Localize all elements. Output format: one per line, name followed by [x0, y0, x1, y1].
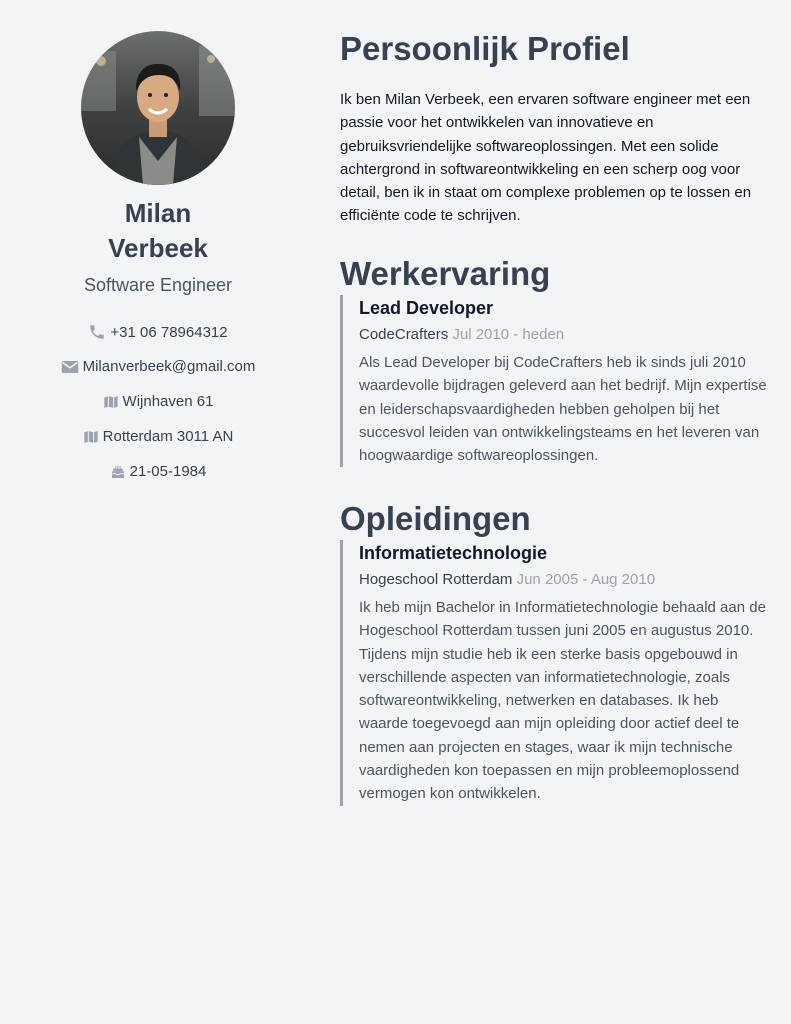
phone-icon	[88, 323, 106, 341]
entry-subtitle	[359, 323, 768, 347]
contact-birthdate	[0, 463, 316, 480]
contact-street	[0, 393, 316, 410]
birthdate-text: 21-05-1984	[129, 463, 207, 480]
entry-description: Ik heb mijn Bachelor in Informatietechnologie behaald aan de Hogeschool Rotterdam tussen juni 2005 en augustus 2010. Tijdens mijn studie heb ik een sterke basis opgebouwd in verschillende aspecten van informatietechnologie, zoals softwareontwikkeling, netwerken en databases. Ik heb waarde toegevoegd aan mijn opleiding door actief deel te nemen aan projecten en stages, waar ik mijn technische vaardigheden kon toepassen en mijn probleemoplossend vermogen kon ontwikkelen.	[359, 599, 766, 803]
entry-date: Jul 2010 - heden	[452, 326, 565, 343]
profile-text: Ik ben Milan Verbeek, een ervaren software engineer met een passie voor het ontwikkelen van innovatieve en gebruiksvriendelijke softwareoplossingen. Met een solide achtergrond in softwareontwikkeling en een scherp oog voor detail, ben ik in staat om complexe problemen op te lossen en efficiënte code te schrijven.	[340, 91, 752, 225]
entry-org: Hogeschool Rotterdam	[359, 571, 513, 588]
profile-name	[0, 196, 316, 266]
map-icon	[103, 394, 119, 410]
name-first: Milan	[124, 198, 192, 228]
entry-description: Als Lead Developer bij CodeCrafters heb ik sinds juli 2010 waardevolle bijdragen geleverd aan het bedrijf. Mijn expertise en leiderschapsvaardigheden hebben geholpen bij het succesvol leiden van ontwikkelingsteams en het leveren van hoogwaardige softwareoplossingen.	[359, 354, 767, 465]
phone-text: +31 06 78964312	[110, 323, 228, 341]
job-title: Software Engineer	[83, 275, 233, 295]
entry-title: Informatietechnologie	[359, 543, 548, 563]
contact-phone[interactable]	[0, 323, 316, 341]
entry-subtitle	[359, 568, 768, 592]
name-last: Verbeek	[108, 233, 208, 263]
map-icon	[83, 429, 99, 445]
experience-heading: Werkervaring	[340, 255, 551, 292]
street-text: Wijnhaven 61	[122, 393, 214, 410]
profile-photo	[81, 31, 235, 185]
entry-org: CodeCrafters	[359, 326, 449, 343]
entry-title: Lead Developer	[359, 298, 494, 318]
education-entry	[340, 540, 768, 806]
email-text: Milanverbeek@gmail.com	[82, 358, 256, 375]
entry-date: Jun 2005 - Aug 2010	[516, 571, 656, 588]
experience-entry	[340, 295, 768, 467]
contact-city	[0, 428, 316, 445]
city-text: Rotterdam 3011 AN	[102, 428, 234, 445]
education-heading: Opleidingen	[340, 500, 531, 537]
avatar	[81, 31, 235, 185]
birthday-cake-icon	[110, 464, 126, 480]
envelope-icon	[61, 359, 79, 375]
contact-email[interactable]	[0, 358, 316, 375]
profile-heading: Persoonlijk Profiel	[340, 30, 630, 67]
